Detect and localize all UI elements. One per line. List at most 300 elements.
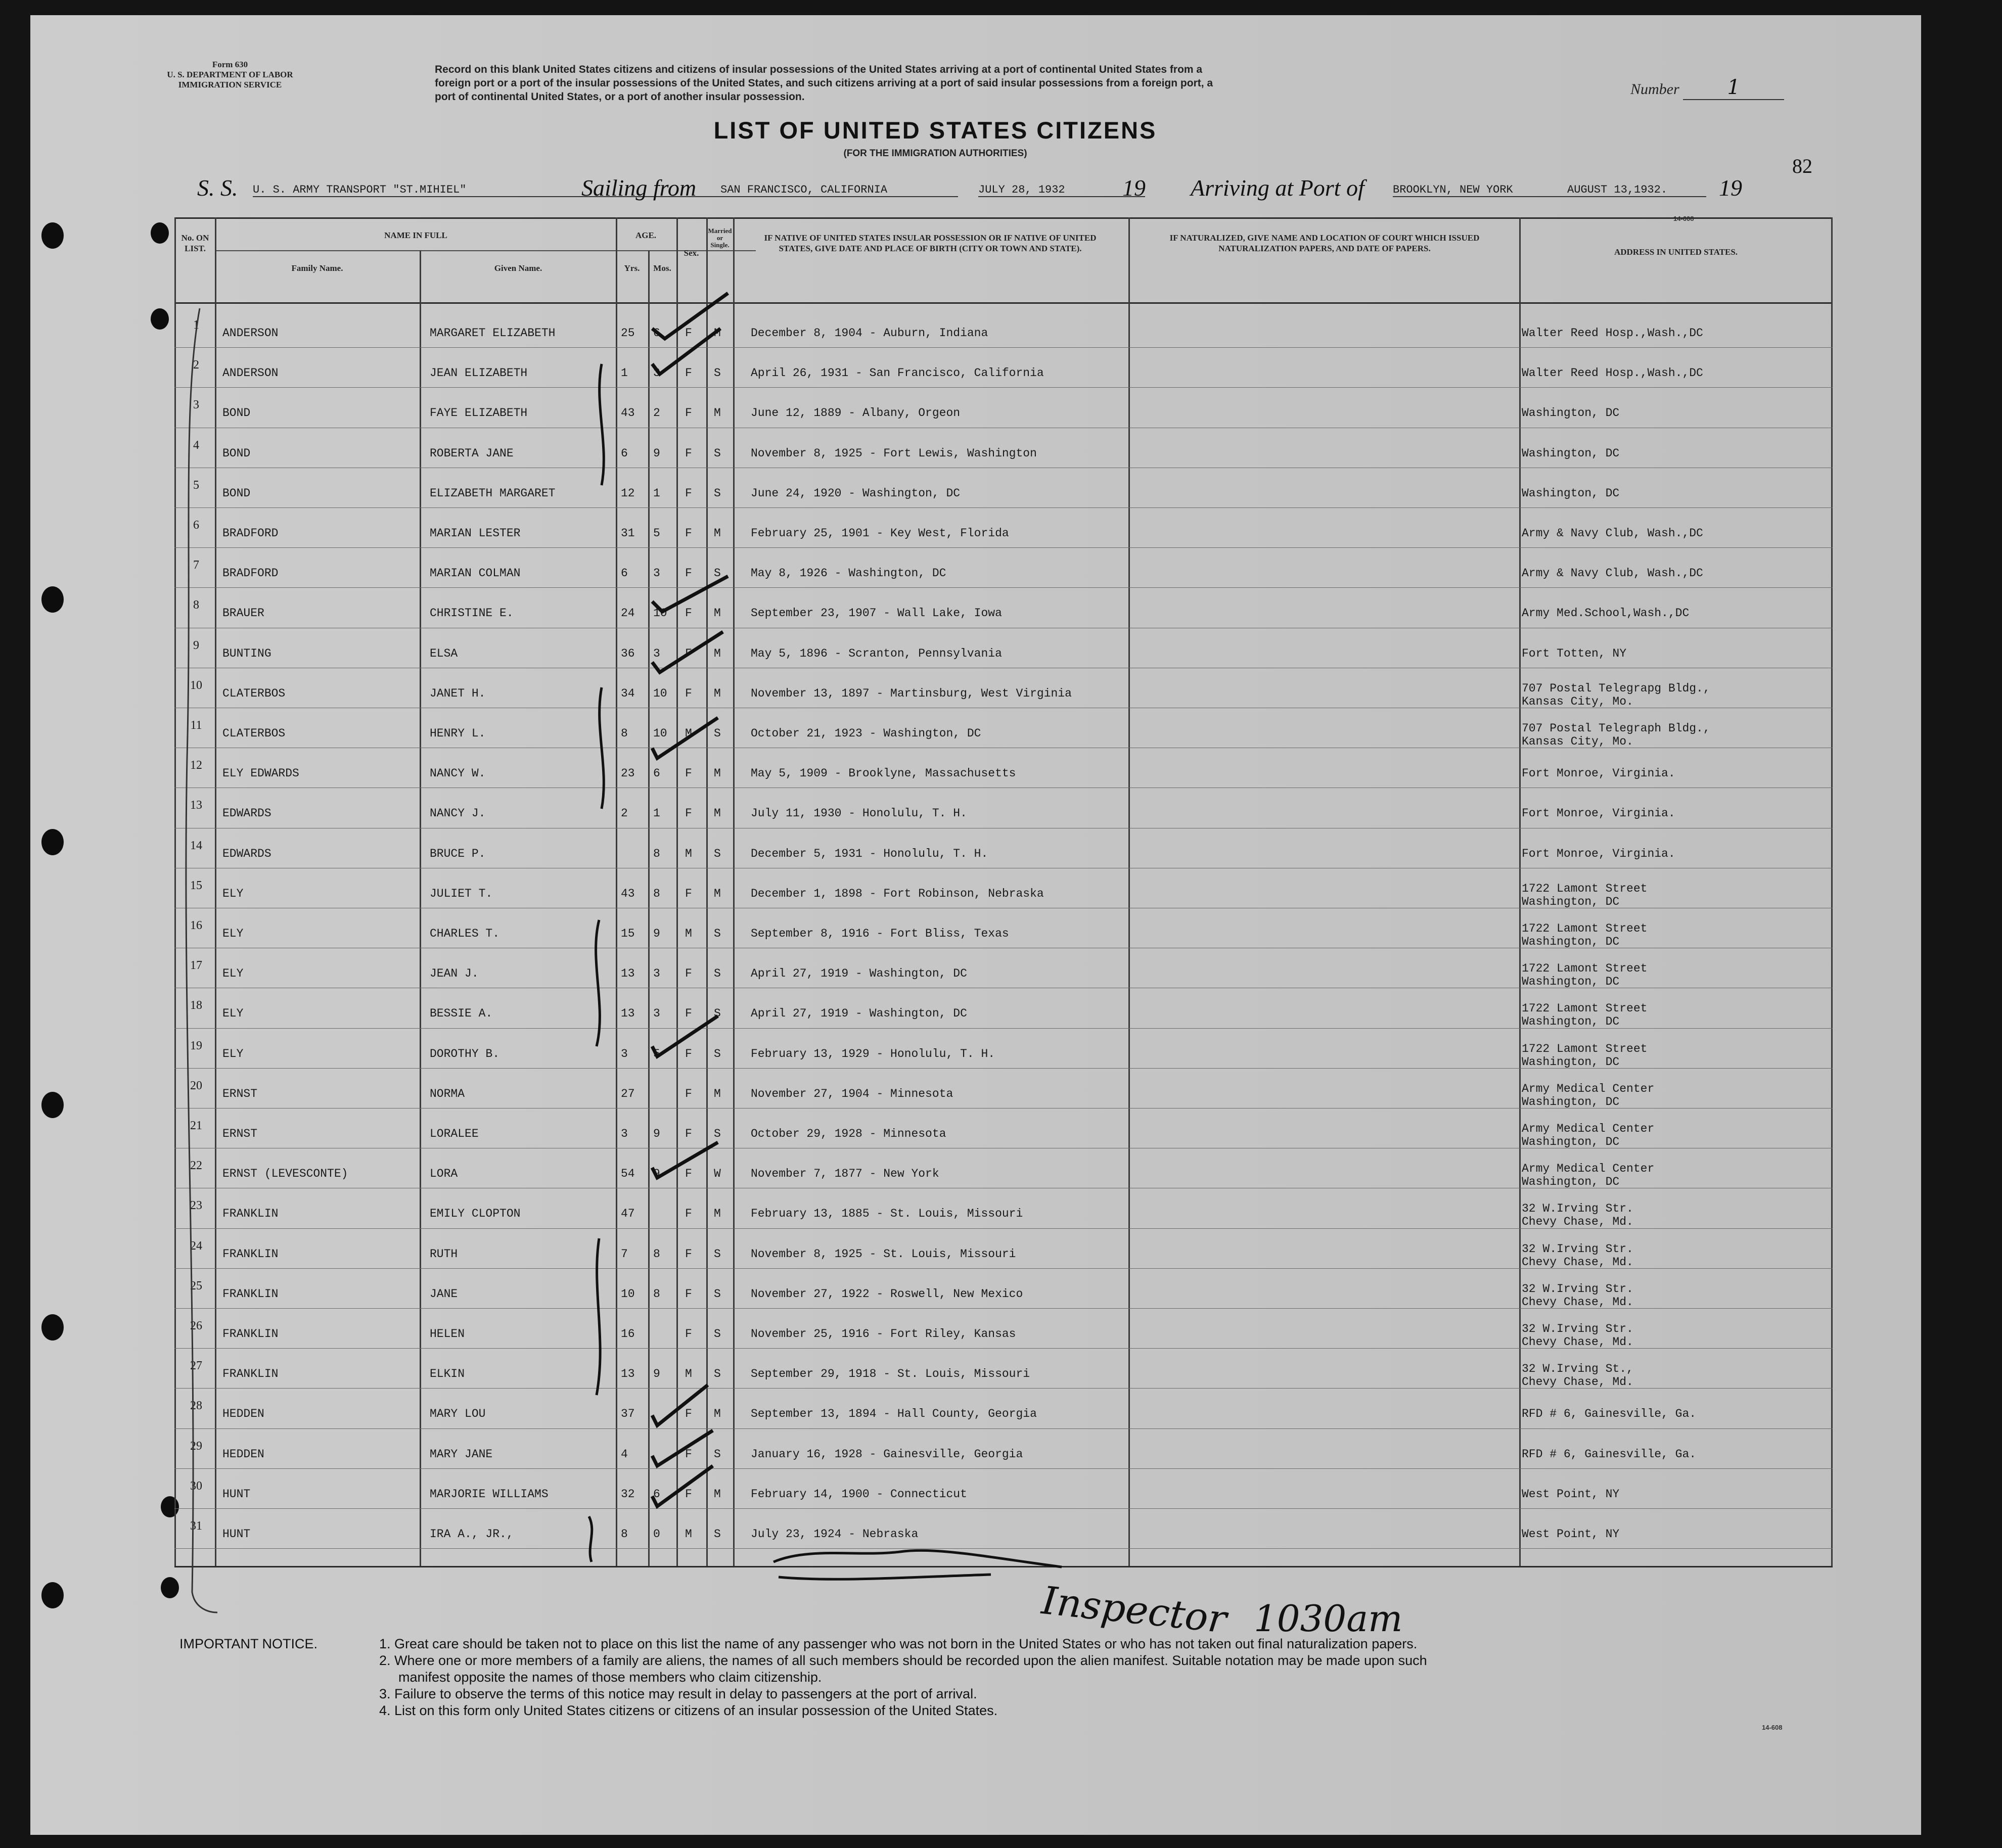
cell-no: 29	[190, 1439, 202, 1453]
cell-addr1: West Point, NY	[1522, 1487, 1620, 1501]
cell-yrs: 32	[621, 1487, 635, 1501]
cell-yrs: 3	[621, 1127, 628, 1140]
cell-addr1: 32 W.Irving Str.	[1522, 1202, 1633, 1216]
cell-given: ELSA	[430, 646, 458, 660]
cell-given: MARJORIE WILLIAMS	[430, 1487, 549, 1501]
cell-mos: 3	[653, 967, 660, 981]
cell-mos: 9	[653, 446, 660, 460]
cell-yrs: 12	[621, 486, 635, 500]
cell-no: 30	[190, 1479, 202, 1493]
cell-given: MARIAN LESTER	[430, 527, 521, 540]
cell-given: IRA A., JR.,	[430, 1528, 514, 1541]
cell-addr2: Washington, DC	[1522, 1135, 1620, 1148]
cell-given: NANCY J.	[430, 807, 486, 820]
cell-yrs: 36	[621, 646, 635, 660]
cell-sex: F	[685, 327, 692, 340]
cell-given: FAYE ELIZABETH	[430, 406, 528, 420]
cell-no: 22	[190, 1159, 202, 1173]
cell-yrs: 43	[621, 887, 635, 900]
cell-addr2: Chevy Chase, Md.	[1522, 1295, 1633, 1309]
cell-given: JULIET T.	[430, 887, 493, 900]
cell-ms: S	[714, 1127, 721, 1140]
sailing-label: Sailing from	[581, 175, 697, 201]
cell-yrs: 24	[621, 607, 635, 620]
cell-addr1: Walter Reed Hosp.,Wash.,DC	[1522, 327, 1703, 340]
cell-ms: M	[714, 1487, 721, 1501]
cell-no: 3	[193, 398, 199, 412]
cell-sex: F	[685, 1207, 692, 1221]
cell-addr2: Chevy Chase, Md.	[1522, 1375, 1633, 1389]
cell-ms: W	[714, 1167, 721, 1181]
cell-family: ELY	[222, 1047, 244, 1060]
cell-sex: F	[685, 1407, 692, 1421]
cell-addr1: Fort Totten, NY	[1522, 646, 1627, 660]
cell-no: 20	[190, 1079, 202, 1092]
cell-birth: April 26, 1931 - San Francisco, California	[751, 366, 1044, 380]
cell-ms: S	[714, 1447, 721, 1461]
cell-ms: S	[714, 1367, 721, 1381]
year-prefix: 19	[1122, 175, 1146, 201]
cell-given: HELEN	[430, 1327, 465, 1341]
cell-family: EDWARDS	[222, 847, 271, 860]
cell-sex: F	[685, 1447, 692, 1461]
cell-given: ELKIN	[430, 1367, 465, 1381]
number-value: 1	[1683, 76, 1784, 100]
cell-mos: 9	[653, 1127, 660, 1140]
cell-ms: S	[714, 1327, 721, 1341]
cell-addr2: Chevy Chase, Md.	[1522, 1215, 1633, 1229]
cell-no: 1	[193, 318, 199, 332]
cell-sex: F	[685, 366, 692, 380]
cell-birth: February 13, 1885 - St. Louis, Missouri	[751, 1207, 1023, 1221]
cell-addr1: 1722 Lamont Street	[1522, 1002, 1648, 1015]
cell-addr1: Army Medical Center	[1522, 1122, 1655, 1135]
cell-birth: April 27, 1919 - Washington, DC	[751, 1007, 967, 1021]
bracket-line	[589, 364, 604, 1562]
cell-sex: M	[685, 727, 692, 740]
header-given-name: Given Name.	[494, 263, 542, 273]
cell-yrs: 47	[621, 1207, 635, 1221]
cell-addr1: Army Medical Center	[1522, 1162, 1655, 1176]
cell-birth: June 24, 1920 - Washington, DC	[751, 486, 961, 500]
cell-yrs: 3	[621, 1047, 628, 1060]
cell-ms: M	[714, 1207, 721, 1221]
cell-no: 6	[193, 519, 199, 532]
form-number: Form 630	[212, 60, 248, 69]
cell-no: 8	[193, 598, 199, 612]
cell-sex: F	[685, 967, 692, 981]
cell-family: BOND	[222, 406, 251, 420]
cell-addr1: 32 W.Irving St.,	[1522, 1362, 1633, 1376]
notice-items	[379, 1636, 1845, 1719]
cell-birth: January 16, 1928 - Gainesville, Georgia	[751, 1447, 1023, 1461]
inspection-time: 1030am	[1254, 1597, 1403, 1640]
cell-no: 5	[193, 478, 199, 492]
cell-given: LORALEE	[430, 1127, 479, 1140]
notice-item: 4. List on this form only United States citizens or citizens of an insular possession of the United States.	[379, 1703, 998, 1718]
header-address: ADDRESS IN UNITED STATES.	[1614, 247, 1738, 257]
cell-birth: November 7, 1877 - New York	[751, 1167, 939, 1181]
cell-birth: November 25, 1916 - Fort Riley, Kansas	[751, 1327, 1016, 1341]
cell-birth: September 13, 1894 - Hall County, Georgia	[751, 1407, 1037, 1421]
cell-yrs: 13	[621, 1367, 635, 1381]
cell-given: EMILY CLOPTON	[430, 1207, 521, 1221]
cell-family: BOND	[222, 486, 251, 500]
cell-sex: M	[685, 1528, 692, 1541]
cell-addr1: Washington, DC	[1522, 486, 1620, 500]
cell-sex: F	[685, 1487, 692, 1501]
notice-item: manifest opposite the names of those members who claim citizenship.	[398, 1670, 822, 1685]
cell-sex: F	[685, 446, 692, 460]
year-prefix-2: 19	[1719, 175, 1742, 201]
cell-sex: M	[685, 847, 692, 860]
notice-item: 3. Failure to observe the terms of this notice may result in delay to passengers at the port of arrival.	[379, 1686, 977, 1701]
header-naturalized: IF NATURALIZED, GIVE NAME AND LOCATION OF COURT WHICH ISSUED NATURALIZATION PAPERS, AND DATE OF PAPERS.	[1169, 233, 1480, 253]
cell-sex: F	[685, 686, 692, 700]
cell-birth: July 11, 1930 - Honolulu, T. H.	[751, 807, 967, 820]
cell-mos: 10	[653, 686, 667, 700]
cell-birth: October 29, 1928 - Minnesota	[751, 1127, 946, 1140]
cell-addr1: West Point, NY	[1522, 1528, 1620, 1541]
cell-addr1: Army Med.School,Wash.,DC	[1522, 607, 1690, 620]
cell-addr1: 707 Postal Telegraph Bldg.,	[1522, 722, 1710, 735]
cell-sex: M	[685, 927, 692, 940]
cell-given: JANE	[430, 1287, 458, 1301]
cell-addr2: Washington, DC	[1522, 975, 1620, 989]
cell-sex: F	[685, 567, 692, 580]
cell-sex: F	[685, 1287, 692, 1301]
cell-mos: 3	[653, 646, 660, 660]
cell-no: 31	[190, 1519, 202, 1533]
cell-ms: S	[714, 927, 721, 940]
cell-addr2: Washington, DC	[1522, 895, 1620, 908]
sailing-date: JULY 28, 1932	[978, 183, 1145, 197]
cell-ms: S	[714, 1007, 721, 1021]
cell-yrs: 27	[621, 1087, 635, 1100]
cell-family: HEDDEN	[222, 1407, 264, 1421]
cell-sex: F	[685, 646, 692, 660]
cell-no: 19	[190, 1039, 202, 1052]
cell-family: ERNST (LEVESCONTE)	[222, 1167, 348, 1181]
cell-addr2: Kansas City, Mo.	[1522, 695, 1633, 708]
cell-family: ERNST	[222, 1127, 258, 1140]
cell-yrs: 13	[621, 967, 635, 981]
cell-addr2: Kansas City, Mo.	[1522, 735, 1633, 748]
cell-addr1: Washington, DC	[1522, 406, 1620, 420]
cell-birth: September 29, 1918 - St. Louis, Missouri	[751, 1367, 1030, 1381]
cell-family: FRANKLIN	[222, 1327, 279, 1341]
cell-sex: F	[685, 406, 692, 420]
cell-family: ANDERSON	[222, 327, 279, 340]
cell-birth: November 13, 1897 - Martinsburg, West Virginia	[751, 686, 1072, 700]
cell-birth: May 5, 1909 - Brooklyne, Massachusetts	[751, 767, 1016, 780]
cell-no: 25	[190, 1279, 202, 1292]
cell-yrs: 4	[621, 1447, 628, 1461]
cell-addr1: Fort Monroe, Virginia.	[1522, 807, 1675, 820]
cell-yrs: 23	[621, 767, 635, 780]
cell-mos: 9	[653, 1167, 660, 1181]
cell-addr1: 707 Postal Telegrapg Bldg.,	[1522, 681, 1710, 695]
cell-yrs: 16	[621, 1327, 635, 1341]
cell-family: BOND	[222, 446, 251, 460]
cell-addr2: Washington, DC	[1522, 1055, 1620, 1069]
cell-birth: February 13, 1929 - Honolulu, T. H.	[751, 1047, 995, 1060]
cell-family: ELY EDWARDS	[222, 767, 299, 780]
header-name-in-full: NAME IN FULL	[384, 230, 447, 240]
cell-mos: 1	[653, 807, 660, 820]
cell-ms: M	[714, 887, 721, 900]
cell-mos: 9	[653, 927, 660, 940]
cell-sex: F	[685, 1247, 692, 1261]
cell-given: MARGARET ELIZABETH	[430, 327, 556, 340]
cell-ms: S	[714, 446, 721, 460]
cell-mos: 2	[653, 406, 660, 420]
header-no: No. ON LIST.	[181, 233, 209, 253]
cell-family: BRAUER	[222, 607, 264, 620]
cell-yrs: 2	[621, 807, 628, 820]
cell-given: JEAN J.	[430, 967, 479, 981]
cell-family: BRADFORD	[222, 567, 279, 580]
header-yrs: Yrs.	[624, 263, 640, 273]
cell-no: 21	[190, 1119, 202, 1132]
cell-yrs: 54	[621, 1167, 635, 1181]
cell-ms: M	[714, 686, 721, 700]
cell-mos: 5	[653, 1047, 660, 1060]
cell-no: 24	[190, 1239, 202, 1253]
cell-yrs: 8	[621, 1528, 628, 1541]
cell-ms: M	[714, 767, 721, 780]
cell-no: 4	[193, 438, 199, 452]
cell-ms: S	[714, 366, 721, 380]
cell-yrs: 15	[621, 927, 635, 940]
cell-family: FRANKLIN	[222, 1287, 279, 1301]
cell-given: BRUCE P.	[430, 847, 486, 860]
cell-addr2: Washington, DC	[1522, 935, 1620, 948]
cell-birth: October 21, 1923 - Washington, DC	[751, 727, 981, 740]
notice-item: 1. Great care should be taken not to place on this list the name of any passenger who was not born in the United States or who has not taken out final naturalization papers.	[379, 1636, 1418, 1651]
cell-given: JANET H.	[430, 686, 486, 700]
cell-mos: 5	[653, 527, 660, 540]
cell-ms: M	[714, 1407, 721, 1421]
cell-birth: July 23, 1924 - Nebraska	[751, 1528, 919, 1541]
cell-mos: 8	[653, 847, 660, 860]
tick-marks	[652, 293, 728, 1506]
cell-mos: 10	[653, 607, 667, 620]
arrival-date: AUGUST 13,1932.	[1567, 183, 1668, 196]
notice-item: 2. Where one or more members of a family are aliens, the names of all such members should be recorded upon the alien manifest. Suitable notation may be made upon such	[379, 1653, 1427, 1668]
cell-given: ROBERTA JANE	[430, 446, 514, 460]
cell-yrs: 31	[621, 527, 635, 540]
cell-addr1: RFD # 6, Gainesville, Ga.	[1522, 1407, 1697, 1421]
cell-addr2: Washington, DC	[1522, 1095, 1620, 1108]
cell-ms: S	[714, 1247, 721, 1261]
cell-mos: 6	[653, 1487, 660, 1501]
departure-port: SAN FRANCISCO, CALIFORNIA	[720, 183, 958, 197]
cell-ms: M	[714, 406, 721, 420]
cell-addr1: RFD # 6, Gainesville, Ga.	[1522, 1447, 1697, 1461]
cell-mos: 8	[653, 1287, 660, 1301]
cell-ms: M	[714, 327, 721, 340]
cell-ms: S	[714, 567, 721, 580]
ship-name: U. S. ARMY TRANSPORT "ST.MIHIEL"	[253, 183, 753, 197]
cell-no: 14	[190, 839, 202, 852]
cell-no: 27	[190, 1359, 202, 1373]
header-married-single: Married or Single.	[708, 227, 732, 249]
cell-given: NORMA	[430, 1087, 465, 1100]
cell-given: LORA	[430, 1167, 458, 1181]
inspector-signature: Inspector	[1039, 1578, 1229, 1642]
cell-family: ANDERSON	[222, 366, 279, 380]
cell-sex: F	[685, 1167, 692, 1181]
cell-birth: February 14, 1900 - Connecticut	[751, 1487, 967, 1501]
header-mos: Mos.	[653, 263, 671, 273]
cell-no: 2	[193, 358, 199, 372]
intro-line: port of continental United States, or a port of another insular possession.	[435, 91, 805, 103]
cell-birth: May 5, 1896 - Scranton, Pennsylvania	[751, 646, 1002, 660]
cell-given: MARY LOU	[430, 1407, 486, 1421]
cell-given: CHARLES T.	[430, 927, 500, 940]
cell-yrs: 34	[621, 686, 635, 700]
cell-ms: M	[714, 607, 721, 620]
cell-given: CHRISTINE E.	[430, 607, 514, 620]
cell-family: CLATERBOS	[222, 727, 286, 740]
cell-mos: 0	[653, 1528, 660, 1541]
cell-ms: M	[714, 1087, 721, 1100]
cell-family: FRANKLIN	[222, 1367, 279, 1381]
cell-family: FRANKLIN	[222, 1247, 279, 1261]
cell-birth: September 23, 1907 - Wall Lake, Iowa	[751, 607, 1002, 620]
cell-sex: F	[685, 1327, 692, 1341]
cell-sex: F	[685, 1007, 692, 1021]
cell-addr1: Washington, DC	[1522, 446, 1620, 460]
cell-birth: December 5, 1931 - Honolulu, T. H.	[751, 847, 988, 860]
cell-ms: S	[714, 967, 721, 981]
cell-mos: 6	[653, 767, 660, 780]
cell-yrs: 13	[621, 1007, 635, 1021]
stamp-number: 82	[1792, 155, 1812, 177]
form-service: IMMIGRATION SERVICE	[178, 80, 282, 89]
cell-given: BESSIE A.	[430, 1007, 493, 1021]
arrival-port: BROOKLYN, NEW YORK	[1393, 183, 1706, 197]
cell-birth: November 27, 1904 - Minnesota	[751, 1087, 953, 1100]
cell-family: HUNT	[222, 1487, 251, 1501]
intro-line: Record on this blank United States citizens and citizens of insular possessions of the United States arriving at a port of continental United States from a	[435, 64, 1203, 75]
cell-family: ELY	[222, 967, 244, 981]
cell-family: ELY	[222, 927, 244, 940]
cell-yrs: 8	[621, 727, 628, 740]
cell-given: DOROTHY B.	[430, 1047, 500, 1060]
cell-sex: F	[685, 767, 692, 780]
cell-birth: November 8, 1925 - St. Louis, Missouri	[751, 1247, 1016, 1261]
header-sex: Sex.	[684, 248, 699, 258]
cell-mos: 9	[653, 1367, 660, 1381]
cell-ms: M	[714, 527, 721, 540]
cell-mos: 6	[653, 327, 660, 340]
footer-code: 14-608	[1762, 1724, 1783, 1731]
signature-scrawl	[774, 1550, 1062, 1579]
cell-birth: September 8, 1916 - Fort Bliss, Texas	[751, 927, 1009, 940]
cell-family: FRANKLIN	[222, 1207, 279, 1221]
cell-ms: M	[714, 646, 721, 660]
cell-no: 7	[193, 559, 199, 572]
cell-mos: 10	[653, 727, 667, 740]
cell-yrs: 25	[621, 327, 635, 340]
cell-family: HUNT	[222, 1528, 251, 1541]
cell-addr1: Fort Monroe, Virginia.	[1522, 767, 1675, 780]
cell-birth: June 12, 1889 - Albany, Orgeon	[751, 406, 961, 420]
cell-mos: 3	[653, 366, 660, 380]
cell-no: 12	[190, 759, 202, 772]
cell-addr1: Walter Reed Hosp.,Wash.,DC	[1522, 366, 1703, 380]
cell-addr1: Fort Monroe, Virginia.	[1522, 847, 1675, 860]
cell-mos: 8	[653, 1247, 660, 1261]
intro-line: foreign port or a port of the insular possessions of the United States, and such citizens arriving at a port of said insular possessions from a foreign port, a	[435, 77, 1213, 89]
cell-yrs: 1	[621, 366, 628, 380]
cell-sex: F	[685, 607, 692, 620]
cell-no: 16	[190, 919, 202, 932]
ss-label: S. S.	[197, 175, 238, 201]
cell-yrs: 6	[621, 567, 628, 580]
header-family-name: Family Name.	[291, 263, 343, 273]
cell-given: JEAN ELIZABETH	[430, 366, 528, 380]
cell-given: RUTH	[430, 1247, 458, 1261]
cell-birth: May 8, 1926 - Washington, DC	[751, 567, 946, 580]
cell-given: MARIAN COLMAN	[430, 567, 521, 580]
cell-addr2: Washington, DC	[1522, 1175, 1620, 1189]
cell-birth: November 8, 1925 - Fort Lewis, Washington	[751, 446, 1037, 460]
cell-family: EDWARDS	[222, 807, 271, 820]
cell-addr1: 32 W.Irving Str.	[1522, 1322, 1633, 1335]
cell-addr1: Army Medical Center	[1522, 1082, 1655, 1095]
cell-no: 17	[190, 959, 202, 973]
cell-birth: February 25, 1901 - Key West, Florida	[751, 527, 1009, 540]
cell-family: HEDDEN	[222, 1447, 264, 1461]
cell-ms: S	[714, 1287, 721, 1301]
cell-sex: M	[685, 1367, 692, 1381]
cell-no: 11	[190, 719, 202, 732]
cell-family: ELY	[222, 1007, 244, 1021]
cell-birth: November 27, 1922 - Roswell, New Mexico	[751, 1287, 1023, 1301]
cell-mos: 8	[653, 887, 660, 900]
notice-label: IMPORTANT NOTICE.	[179, 1636, 318, 1651]
cell-mos: 3	[653, 567, 660, 580]
cell-addr2: Chevy Chase, Md.	[1522, 1335, 1633, 1349]
cell-family: CLATERBOS	[222, 686, 286, 700]
cell-given: MARY JANE	[430, 1447, 493, 1461]
cell-yrs: 37	[621, 1407, 635, 1421]
cell-yrs: 43	[621, 406, 635, 420]
cell-addr1: 1722 Lamont Street	[1522, 922, 1648, 935]
cell-family: BRADFORD	[222, 527, 279, 540]
cell-yrs: 10	[621, 1287, 635, 1301]
number-label: Number	[1630, 81, 1679, 98]
cell-addr1: 32 W.Irving Str.	[1522, 1282, 1633, 1296]
cell-no: 26	[190, 1319, 202, 1332]
page-subtitle: (FOR THE IMMIGRATION AUTHORITIES)	[843, 148, 1027, 159]
cell-birth: December 8, 1904 - Auburn, Indiana	[751, 327, 988, 340]
cell-ms: S	[714, 486, 721, 500]
cell-no: 13	[190, 799, 202, 812]
cell-mos: 3	[653, 1007, 660, 1021]
cell-ms: M	[714, 807, 721, 820]
cell-sex: F	[685, 1087, 692, 1100]
cell-addr1: 32 W.Irving Str.	[1522, 1242, 1633, 1256]
cell-sex: F	[685, 887, 692, 900]
cell-addr1: 1722 Lamont Street	[1522, 882, 1648, 895]
cell-sex: F	[685, 1127, 692, 1140]
left-margin-line	[186, 308, 217, 1612]
cell-birth: April 27, 1919 - Washington, DC	[751, 967, 967, 981]
